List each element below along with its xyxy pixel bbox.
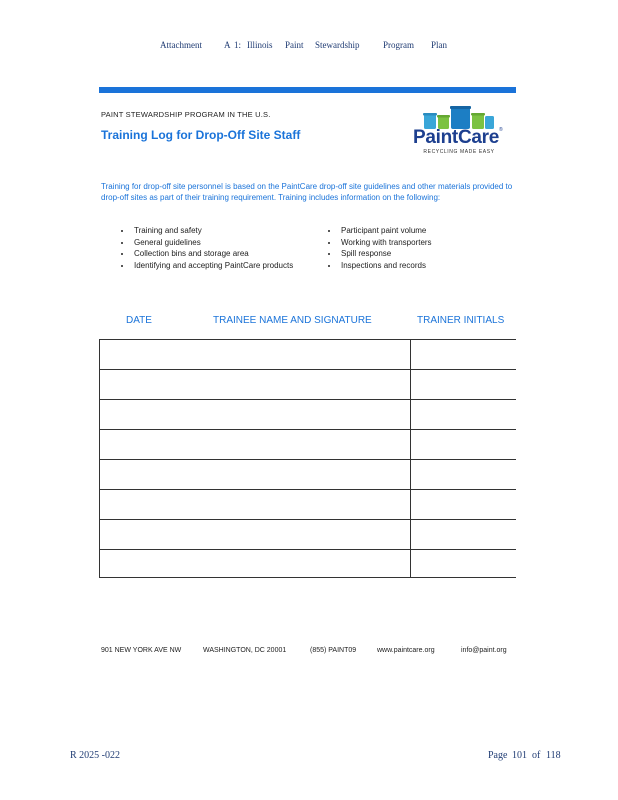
list-item: • Spill response (339, 248, 519, 260)
attachment-letter: A (224, 40, 231, 50)
list-item: • Inspections and records (339, 260, 519, 272)
column-header-trainee: TRAINEE NAME AND SIGNATURE (213, 315, 372, 326)
attachment-stewardship: Stewardship (315, 40, 360, 50)
column-header-trainer: TRAINER INITIALS (417, 315, 505, 326)
attachment-program: Program (383, 40, 414, 50)
footer-city: WASHINGTON, DC 20001 (203, 647, 287, 654)
attachment-word: Attachment (160, 40, 202, 50)
table-border-top (99, 339, 516, 340)
list-item: • Collection bins and storage area (132, 248, 300, 260)
list-item: • Training and safety (132, 225, 300, 237)
footer-address: 901 NEW YORK AVE NW (101, 647, 182, 654)
paintcare-logo (413, 104, 513, 158)
attachment-number: 1: (234, 40, 242, 50)
topics-list-left (118, 225, 300, 271)
page-number: 101 (512, 750, 527, 761)
list-item: • Participant paint volume (339, 225, 519, 237)
footer-phone: (855) PAINT09 (310, 647, 357, 654)
logo-tagline: RECYCLING MADE EASY (423, 149, 495, 155)
report-number: R 2025 -022 (70, 750, 120, 761)
program-eyebrow: PAINT STEWARDSHIP PROGRAM IN THE U.S. (101, 110, 271, 119)
of-word: of (532, 750, 541, 761)
table-row-line (99, 429, 516, 430)
training-log-table (99, 339, 516, 578)
attachment-header (0, 40, 618, 52)
top-accent-bar (99, 87, 516, 93)
column-header-date: DATE (126, 315, 152, 326)
table-row-line (99, 399, 516, 400)
attachment-paint: Paint (285, 40, 304, 50)
list-item: • Identifying and accepting PaintCare products (132, 260, 300, 272)
table-row-line (99, 519, 516, 520)
table-row-line (99, 369, 516, 370)
attachment-plan: Plan (431, 40, 448, 50)
table-row-line (99, 549, 516, 550)
attachment-state: Illinois (247, 40, 273, 50)
topics-list-right (325, 225, 519, 271)
footer-website: www.paintcare.org (377, 647, 435, 654)
page-footer-contact (0, 647, 618, 657)
page-word: Page (488, 750, 508, 761)
page-total: 118 (546, 750, 561, 761)
logo-brand (413, 127, 513, 149)
logo-brand-text: PaintCare (413, 127, 500, 148)
logo-trademark: ® (499, 127, 503, 133)
table-row-line (99, 577, 516, 578)
list-item: • General guidelines (132, 237, 300, 249)
page-title: Training Log for Drop-Off Site Staff (101, 128, 301, 142)
footer-email: info@paint.org (461, 647, 507, 654)
table-row-line (99, 489, 516, 490)
document-footer (0, 750, 618, 764)
table-row-line (99, 459, 516, 460)
list-item: • Working with transporters (339, 237, 519, 249)
intro-paragraph: Training for drop-off site personnel is based on the PaintCare drop-off site guidelines and other materials provided to drop-off sites as part of their training requirement. Training includes information on the following: (101, 182, 513, 202)
